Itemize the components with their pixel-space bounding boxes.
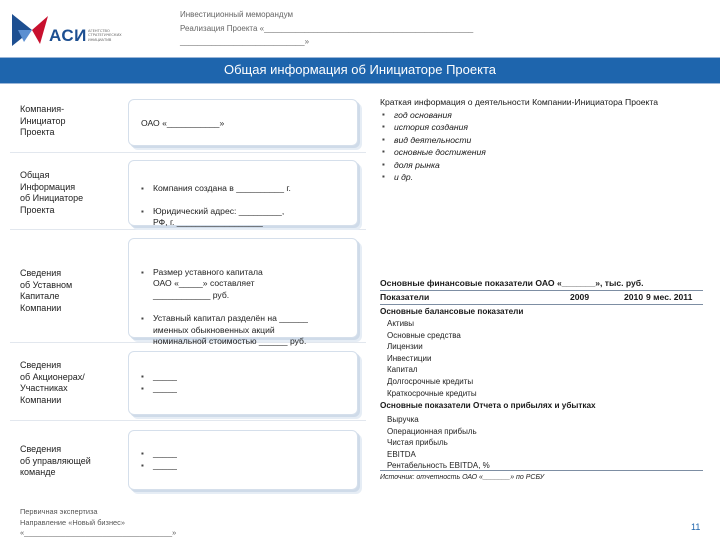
pnl-items — [387, 414, 490, 472]
brief-item: ▪ основные достижения — [392, 146, 486, 158]
table-row: Инвестиции — [387, 353, 432, 363]
financials-header-row — [380, 292, 703, 302]
source-note: Источник: отчетность ОАО «_______» по РСБУ — [380, 474, 545, 481]
management-item: ▪ _____ — [151, 460, 357, 472]
row-label-shareholders: Сведения об Акционерах/ Участниках Компании — [20, 360, 85, 405]
row-label-capital: Сведения об Уставном Капитале Компании — [20, 268, 73, 313]
table-row: Лицензии — [387, 342, 423, 352]
shareholder-item: ▪ _____ — [151, 371, 357, 383]
balance-items — [387, 318, 477, 399]
row-box-initiator — [128, 99, 358, 146]
table-row: Выручка — [387, 415, 419, 424]
row-label-general: Общая Информация об Инициаторе Проекта — [20, 170, 84, 215]
col-9m-2011: 9 мес. 2011 — [646, 292, 693, 302]
brief-item: ▪ вид деятельности — [392, 134, 486, 146]
row-box-capital — [128, 238, 358, 347]
brief-item: ▪ и др. — [392, 171, 486, 183]
capital-item: ▪ Уставный капитал разделён на ______ именных обыкновенных акций номинальной стоимостью ______ руб. — [151, 313, 357, 348]
table-row: Чистая прибыль — [387, 438, 448, 448]
memo-title: Инвестиционный меморандум — [180, 10, 293, 19]
table-row: Рентабельность EBITDA, % — [387, 461, 490, 471]
row-divider — [10, 152, 366, 153]
row-box-shareholders — [128, 351, 358, 415]
table-row: Основные средства — [387, 330, 461, 340]
row-label-initiator: Компания- Инициатор Проекта — [20, 104, 66, 137]
brief-item: ▪ доля рынка — [392, 159, 486, 171]
footer-line: Первичная экспертиза — [20, 507, 98, 516]
table-rule — [380, 470, 703, 471]
brief-item: ▪ год основания — [392, 109, 486, 121]
initiator-name: ОАО «___________» — [141, 118, 225, 128]
col-indicators: Показатели — [380, 292, 430, 302]
table-row: Активы — [387, 319, 415, 328]
row-divider — [10, 420, 366, 421]
row-box-management — [128, 430, 358, 490]
general-item: ▪ Компания создана в __________ г. — [151, 183, 357, 195]
brief-item: ▪ история создания — [392, 121, 486, 133]
row-box-general — [128, 160, 358, 226]
financials-title: Основные финансовые показатели ОАО «_______», тыс. руб. — [380, 278, 644, 288]
shareholder-item: ▪ _____ — [151, 383, 357, 395]
brief-title: Краткая информация о деятельности Компании-Инициатора Проекта — [380, 97, 659, 107]
management-item: ▪ _____ — [151, 448, 357, 460]
table-row: Капитал — [387, 365, 418, 375]
table-row: Операционная прибыль — [387, 426, 477, 436]
capital-item: ▪ Размер уставного капитала ОАО «_____» составляет ____________ руб. — [151, 267, 357, 302]
balance-section-title: Основные балансовые показатели — [380, 307, 524, 316]
footer-line: «____________________________________» — [20, 528, 177, 537]
table-row: Краткосрочные кредиты — [387, 388, 477, 398]
table-row: Долгосрочные кредиты — [387, 376, 474, 386]
project-line-cont: ____________________________» — [180, 37, 310, 46]
col-2010: 2010 — [624, 292, 644, 302]
pnl-section-title: Основные показатели Отчета о прибылях и убытках — [380, 401, 596, 410]
project-line: Реализация Проекта «_______________________________________________ — [180, 24, 474, 33]
footer-line: Направление «Новый бизнес» — [20, 517, 125, 527]
logo-mark-icon — [10, 10, 50, 50]
logo-text: АСИ — [49, 26, 87, 45]
table-rule — [380, 290, 703, 291]
row-label-management: Сведения об управляющей команде — [20, 444, 91, 477]
general-item: ▪ Юридический адрес: _________, РФ, г. __________________ — [151, 206, 357, 229]
footer-note — [20, 507, 176, 539]
logo-subtitle: АГЕНТСТВО СТРАТЕГИЧЕСКИХ ИНИЦИАТИВ — [88, 29, 122, 42]
table-rule — [380, 304, 703, 305]
page-number: 11 — [691, 522, 701, 532]
page-title: Общая информация об Инициаторе Проекта — [0, 57, 720, 84]
col-2009: 2009 — [570, 292, 590, 302]
table-row: EBITDA — [387, 449, 416, 459]
brief-list — [382, 109, 486, 183]
